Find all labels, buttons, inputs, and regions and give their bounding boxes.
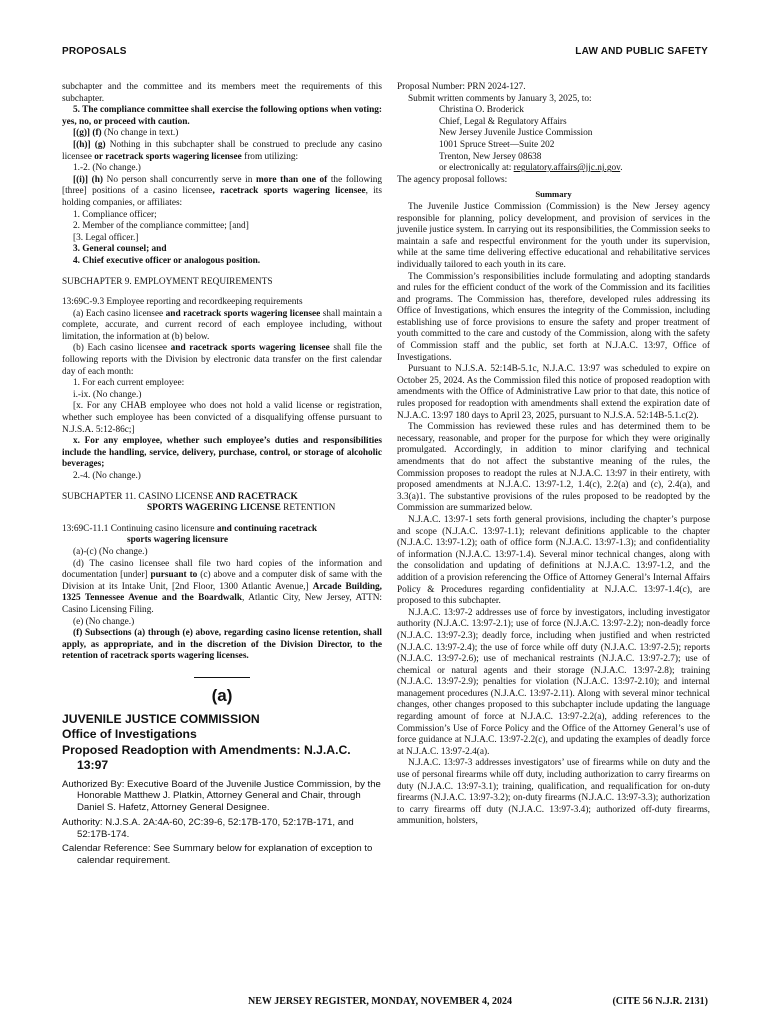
paragraph: (e) (No change.): [73, 616, 135, 627]
footer-citation: (CITE 56 N.J.R. 2131): [612, 996, 708, 1007]
paragraph: [3. Legal officer.]: [73, 232, 139, 243]
paragraph: 4. Chief executive officer or analogous position.: [73, 255, 261, 266]
right-column: [397, 82, 710, 828]
paragraph: The Juvenile Justice Commission (Commission) is the New Jersey agency responsible for planning, policy development, and provision of services in the juvenile justice system. In carrying out its responsibilities, the Commission seeks to maintain a safe and respectful environment for the youth under its supervision, while at the same time delivering effective educational and rehabilitative services individually tailored to each youth in its care.: [397, 201, 710, 270]
text: the following [three] positions of a casino licensee: [62, 174, 382, 197]
address-line: Chief, Legal & Regulatory Affairs: [439, 116, 567, 127]
text: .: [620, 163, 623, 174]
address-line: 1001 Spruce Street—Suite 202: [439, 139, 555, 150]
paragraph: The Commission has reviewed these rules and has determined them to be necessary, reasonable, and proper for the purpose for which they were originally promulgated. Accordingly, in addition to minor clarifying and technical amendments that do not affect the substantive meaning of the rules, the Commission proposes to readopt the rules at N.J.A.C. 13:97 in their entirety, with proposed amendments at N.J.A.C. 13:97-1.2, 1.4(c), 2.2(a) and (c), 2.4(a), and 3.3(a)1. The substantive provisions of the rules proposed to be readopted by the Commission are summarized below.: [397, 422, 710, 514]
proposal-number: Proposal Number: PRN 2024-127.: [397, 82, 526, 92]
paragraph: The agency proposal follows:: [397, 174, 508, 185]
running-header-right: LAW AND PUBLIC SAFETY: [575, 46, 708, 57]
paragraph: i.-ix. (No change.): [73, 389, 142, 400]
text: (a) Each casino licensee: [73, 308, 166, 319]
text: shall maintain a complete, accurate, and current record of each employee including, without limitation, the information at (b) below.: [62, 308, 382, 342]
address-line: Christina O. Broderick: [439, 105, 524, 116]
paragraph: (a)-(c) (No change.): [73, 546, 148, 557]
agency-name: JUVENILE JUSTICE COMMISSION: [62, 711, 260, 726]
authority: Authority: N.J.S.A. 2A:4A-60, 2C:39-6, 52:17B-170, 52:17B-171, and 52:17B-174.: [62, 816, 354, 840]
proposal-title: Proposed Readoption with Amendments: N.J.A.C.: [62, 742, 351, 757]
paragraph: N.J.A.C. 13:97-2 addresses use of force by investigators, including investigator authority (N.J.A.C. 13:97-2.1); use of force (N.J.A.C. 13:97-2.2); non-deadly force (N.J.A.C. 13:97-2.3); deadly force, including when justified and when restricted (N.J.A.C. 13:97-2.4); the use of force while off duty (N.J.A.C. 13:97-2.5); reports (N.J.A.C. 13:97-2.6); use of mechanical restraints (N.J.A.C. 13:97-2.7); use of chemical or natural agents and their storage (N.J.A.C. 13:97-2.8); training (N.J.A.C. 13:97-2.9); penalties for violation (N.J.A.C. 13:97-2.10); and internal management procedures (N.J.A.C. 13:97-2.11). Along with several minor technical changes, other changes proposed to this subchapter include updating the language regarding amount of force at N.J.A.C. 13:97-2.2(a), adding references to the Commission’s Use of Force Policy and the Office of the Attorney General’s use of force guidance at N.J.A.C. 13:97-2.2(c), and updating the examples of deadly force at N.J.A.C. 13:97-2.4(a).: [397, 607, 710, 757]
text: (d) The casino licensee shall file two hard copies of the information and documentation [under]: [62, 558, 382, 581]
address-line: [397, 163, 710, 175]
bold-text: , racetrack sports wagering licensee: [212, 186, 366, 197]
bold-text: [(i)] (h): [73, 174, 103, 185]
calendar-reference: Calendar Reference: See Summary below for explanation of exception to calendar requirement.: [62, 843, 373, 867]
bold-text: [(g)] (f): [73, 128, 102, 139]
paragraph: N.J.A.C. 13:97-1 sets forth general provisions, including the chapter’s purpose and scope (N.J.A.C. 13:97-1.1); relevant definitions applicable to the chapter (N.J.A.C. 13:97-1.2); oath of office form (N.J.A.C. 13:97-1.3); and confidentiality of information (N.J.A.C. 13:97-1.4). Several minor technical changes, along with the consolidation and updating of definitions at N.J.A.C. 13:97-1.2, and the addition of a provision referencing the Office of Attorney General’s Internal Affairs Policy & Procedures regarding confidentiality at N.J.A.C. 13:97-1.4(c), are proposed to this subchapter.: [397, 514, 710, 607]
text: 13:69C-11.1 Continuing casino licensure: [62, 523, 217, 534]
bold-text: and racetrack sports wagering licensee: [165, 308, 321, 319]
proposal-title-cont: 13:97: [77, 758, 109, 772]
paragraph: 3. General counsel; and: [73, 244, 167, 255]
paragraph: The Commission’s responsibilities include formulating and adopting standards and rules for the efficient conduct of the work of the Commission and its facilities and programs. The Commission has, therefore, developed rules addressing its Office of Investigations, which ensures the integrity of the Commission, including establishing use of force provisions to ensure the safety and proper treatment of youth committed to the care and custody of the Commission, along with the safety of Commission staff and the public, set forth at N.J.A.C. 13:97, Office of Investigations.: [397, 271, 710, 363]
left-column: [62, 82, 382, 867]
text: (No change in text.): [101, 128, 179, 139]
section-divider: [194, 677, 250, 678]
bold-text: and continuing racetrack: [216, 523, 318, 534]
email-link[interactable]: regulatory.affairs@jjc.nj.gov: [513, 163, 621, 174]
paragraph: [62, 128, 382, 140]
paragraph: [62, 140, 382, 163]
running-header-left: PROPOSALS: [62, 46, 127, 57]
notice-label: (a): [211, 685, 233, 705]
paragraph: [x. For any CHAB employee who does not hold a valid license or registration, whether such employee has been convicted of a disqualifying offense pursuant to N.J.S.A. 5:12-86c;]: [62, 401, 382, 435]
paragraph: (f) Subsections (a) through (e) above, regarding casino license retention, shall apply, as appropriate, and in the discretion of the Division Director, to the retention of racetrack sports wagering licenses.: [62, 628, 382, 662]
text: RETENTION: [280, 503, 336, 514]
bold-text: SPORTS WAGERING LICENSE: [147, 503, 281, 514]
text: No person shall concurrently serve in: [102, 174, 257, 185]
paragraph: 1.-2. (No change.): [73, 163, 141, 174]
paragraph: 1. For each current employee:: [73, 378, 185, 389]
bold-text: pursuant to: [150, 570, 198, 581]
paragraph: 2. Member of the compliance committee; [and]: [73, 221, 249, 232]
bold-text: more than one of: [256, 174, 328, 185]
text: Nothing in this subchapter shall be construed to preclude any casino licensee: [62, 139, 382, 162]
bold-text: Arcade Building, 1325 Tennessee Avenue and the Boardwalk: [62, 581, 382, 604]
subchapter-heading: [62, 492, 382, 504]
text: (c) above and a computer disk of same with the Division at its Intake Unit, [2nd Floor, 1300 Atlantic Avenue,]: [62, 570, 382, 592]
paragraph: [62, 343, 382, 378]
text: or electronically at:: [439, 163, 514, 174]
paragraph: [62, 309, 382, 344]
address-line: New Jersey Juvenile Justice Commission: [439, 128, 593, 139]
bold-text: [(h)] (g): [73, 139, 106, 150]
submit-comments: Submit written comments by January 3, 2025, to:: [408, 93, 592, 104]
footer-register: NEW JERSEY REGISTER, MONDAY, NOVEMBER 4, 2024: [248, 996, 513, 1007]
authorized-by: Authorized By: Executive Board of the Juvenile Justice Commission, by the Honorable Matthew J. Platkin, Attorney General and Chair, through Daniel S. Hafetz, Attorney General Designee.: [62, 778, 381, 814]
paragraph: [62, 175, 382, 210]
paragraph: Pursuant to N.J.S.A. 52:14B-5.1c, N.J.A.C. 13:97 was scheduled to expire on October 25, 2024. As the Commission filed this notice of proposed readoption with amendments with the Office of Administrative Law prior to that date, this notice of rules proposed for readoption with amendments shall extend the expiration date of N.J.A.C. 13:97 180 days to April 23, 2025, pursuant to N.J.S.A. 52:14B-5.1.c(2).: [397, 364, 710, 421]
text: , Atlantic City, New Jersey, ATTN: Casino Licensing Filing.: [62, 593, 382, 615]
section-title: 13:69C-9.3 Employee reporting and recordkeeping requirements: [62, 297, 303, 308]
paragraph: x. For any employee, whether such employee’s duties and responsibilities include the handling, service, delivery, purchase, control, or storage of alcoholic beverages;: [62, 436, 382, 470]
text: (b) Each casino licensee: [73, 343, 171, 354]
section-title-cont: sports wagering licensure: [127, 535, 229, 546]
paragraph: 1. Compliance officer;: [73, 209, 157, 220]
paragraph: N.J.A.C. 13:97-3 addresses investigators’ use of firearms while on duty and the use of personal firearms while off duty, including authorization to carry firearms on duty (N.J.A.C. 13:97-3.1); training, qualification, and requalification for on-duty firearms (N.J.A.C. 13:97-3.2); on-duty firearms (N.J.A.C. 13:97-3.3); authorization to carry firearms off duty (N.J.A.C. 13:97-3.4); authorized off-duty firearms, ammunition, holsters,: [397, 758, 710, 827]
office-name: Office of Investigations: [62, 727, 197, 741]
paragraph: subchapter and the committee and its members meet the requirements of this subchapter.: [62, 82, 382, 104]
subchapter-heading-cont: [62, 503, 382, 515]
bold-text: AND RACETRACK: [213, 491, 298, 502]
paragraph: 5. The compliance committee shall exercise the following options when voting: yes, no, or proceed with caution.: [62, 105, 382, 127]
text: , its holding companies, or affiliates:: [62, 186, 382, 208]
subchapter-heading: SUBCHAPTER 9. EMPLOYMENT REQUIREMENTS: [62, 276, 273, 287]
section-title: [62, 524, 382, 536]
summary-heading: Summary: [535, 189, 572, 200]
paragraph: [62, 559, 382, 617]
address-line: Trenton, New Jersey 08638: [439, 151, 542, 162]
text: from utilizing:: [241, 151, 299, 162]
paragraph: 2.-4. (No change.): [73, 471, 141, 481]
text: shall file the following reports with the Division by electronic data transfer on the first calendar day of each month:: [62, 343, 383, 377]
bold-text: or racetrack sports wagering licensee: [94, 151, 242, 162]
bold-text: and racetrack sports wagering licensee: [170, 343, 330, 354]
text: SUBCHAPTER 11. CASINO LICENSE: [62, 491, 214, 502]
